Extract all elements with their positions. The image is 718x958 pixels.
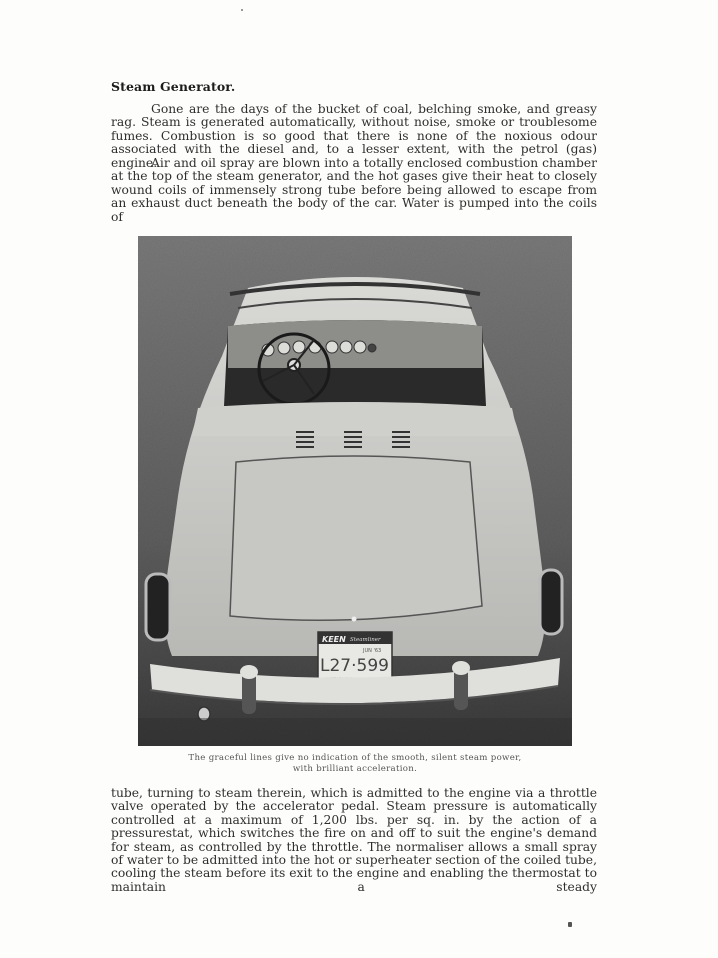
- caption-line-1: The graceful lines give no indication of the smooth, silent steam power,: [188, 753, 522, 763]
- caption-line-2: with brilliant acceleration.: [292, 764, 418, 774]
- car-photo: [138, 236, 572, 746]
- svg-text:KEEN: KEEN: [322, 635, 346, 644]
- section-heading: Steam Generator.: [111, 79, 236, 94]
- scan-speck: [241, 9, 243, 11]
- paragraph-1: Gone are the days of the bucket of coal, belching smoke, and greasy rag. Steam is generated automatically, without noise, smoke or troublesome fumes. Combustion is so good that there is none of the noxious odour associated with the diesel and, to a lesser extent, with the petrol (gas) engine.: [111, 102, 597, 170]
- scan-speck: [568, 922, 572, 927]
- photo-caption: [138, 753, 572, 775]
- paragraph-3: tube, turning to steam therein, which is admitted to the engine via a throttle valve operated by the accelerator pedal. Steam pressure is automatically controlled at a maximum of 1,200 lbs. per sq. in. by the action of a pressurestat, which switches the fire on and off to suit the engine's demand for steam, as controlled by the throttle. The normaliser allows a small spray of water to be admitted into the hot or superheater section of the coiled tube, cooling the steam before its exit to the engine and enabling the thermostat to maintain a steady: [111, 786, 597, 894]
- svg-text:JUN '63: JUN '63: [363, 648, 382, 654]
- svg-text:Steamliner: Steamliner: [350, 637, 381, 643]
- license-plate: [318, 632, 392, 684]
- paragraph-2: Air and oil spray are blown into a totally enclosed combustion chamber at the top of the steam generator, and the hot gases give their heat to closely wound coils of immensely strong tube before being allowed to escape from an exhaust duct beneath the body of the car. Water is pumped into the coils of: [111, 156, 597, 224]
- svg-text:L27·599: L27·599: [320, 656, 389, 676]
